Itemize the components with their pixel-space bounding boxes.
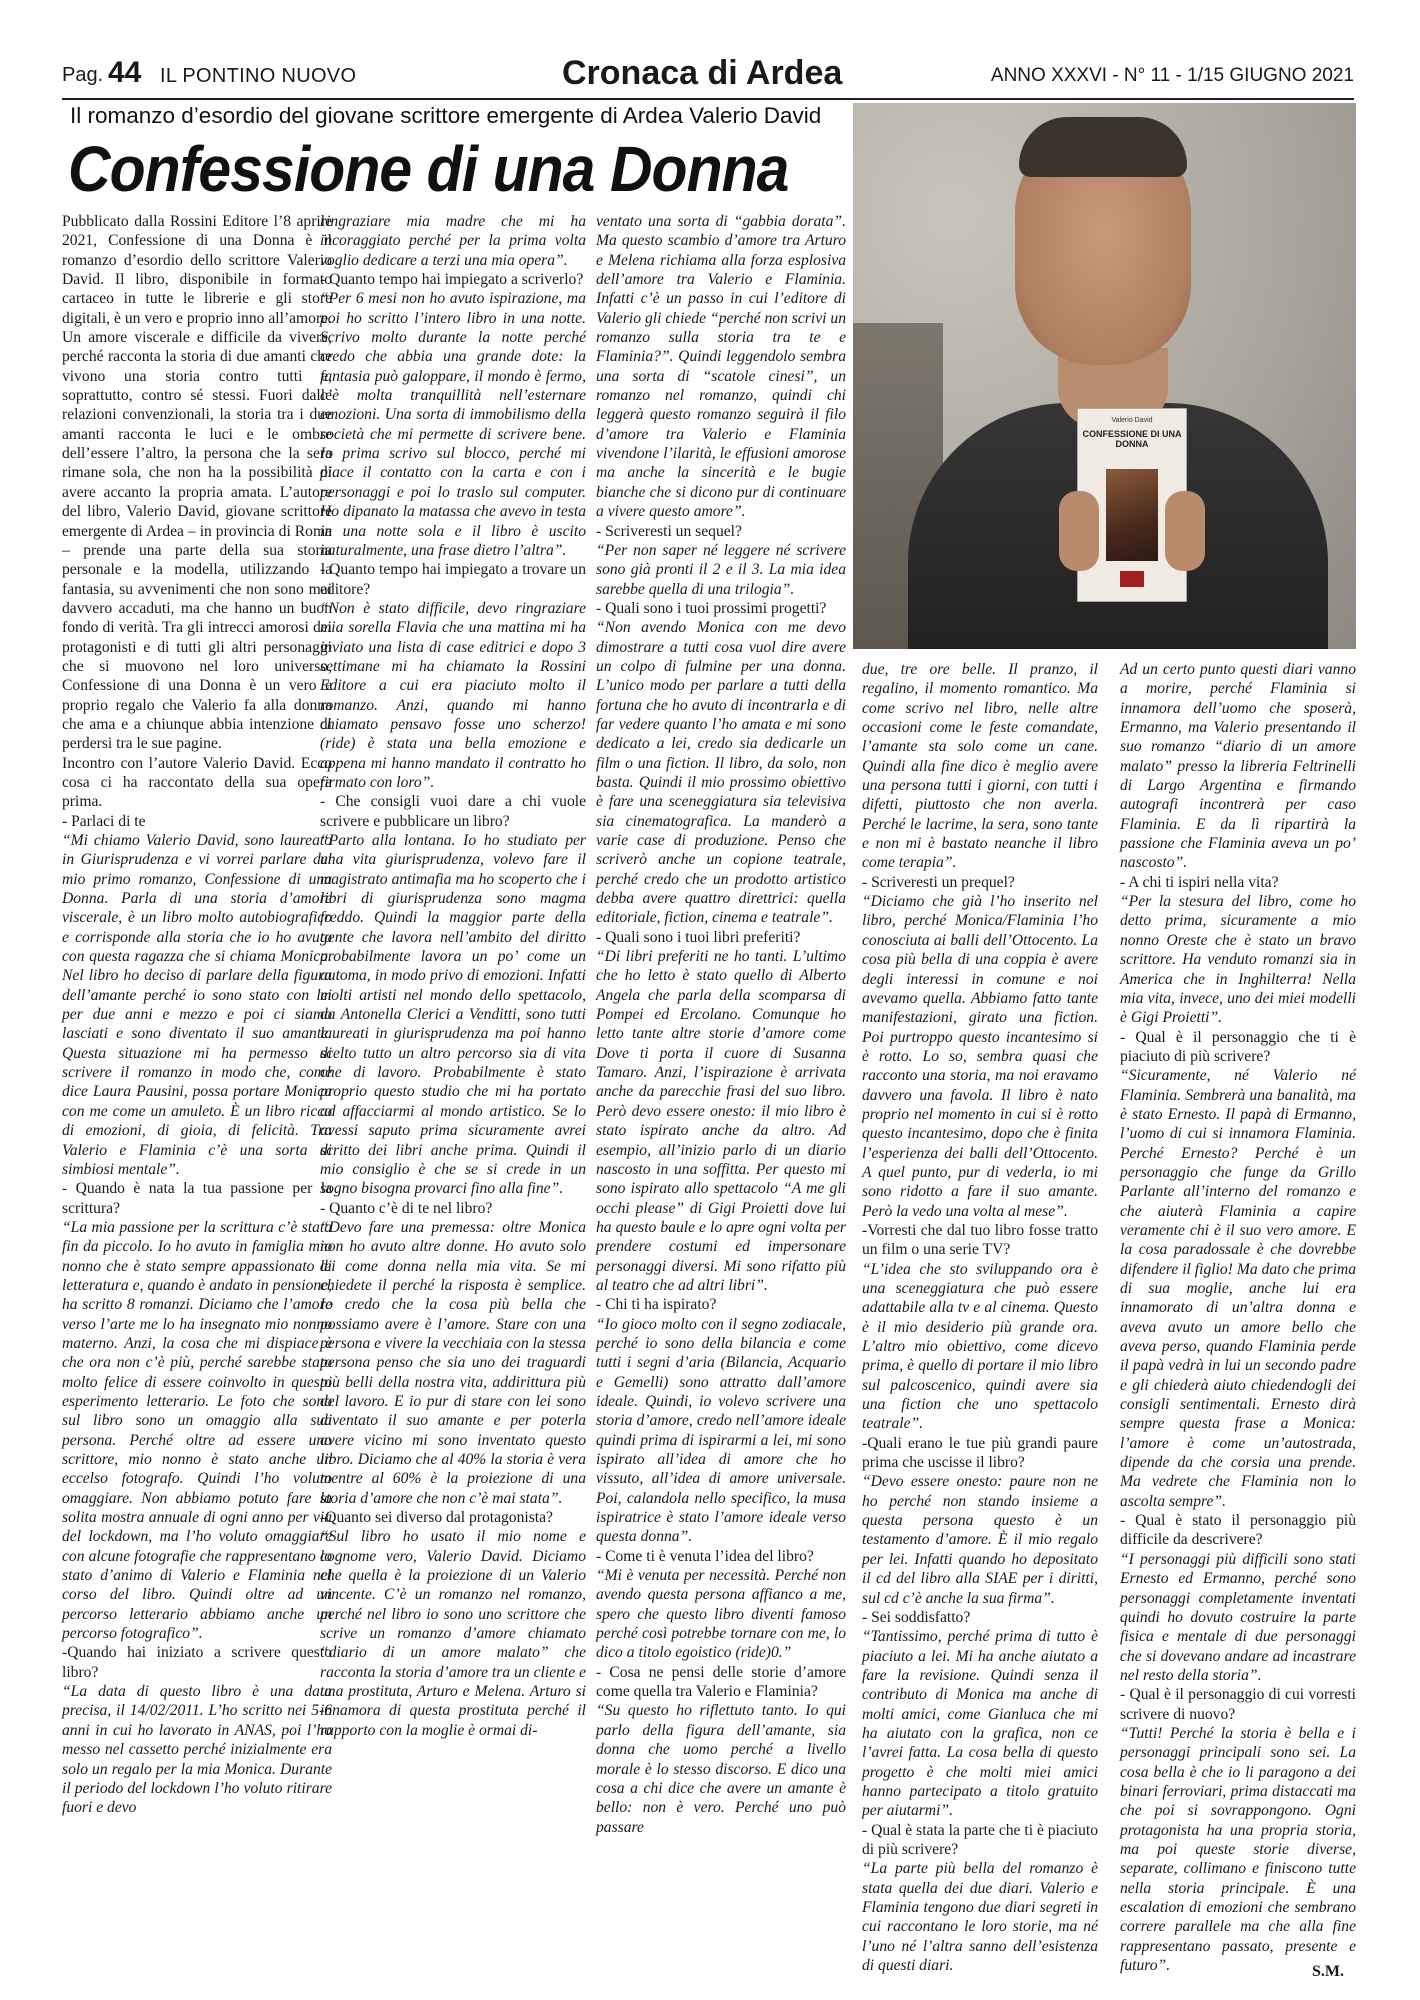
answer-paragraph: “Devo essere onesto: paure non ne ho perché non stando insieme a questa persona questo è un testamento d’amore. È il mio regalo per lei. Infatti quando ho depositato il cd del libro alla SIAE per i diritti, sul cd c’è anche la sua firma”.: [862, 1473, 1098, 1607]
question-paragraph: - Quanto c’è di te nel libro?: [320, 1199, 493, 1217]
answer-paragraph: “Per la stesura del libro, come ho detto prima, sicuramente a mio nonno Oreste che è stato un bravo scrittore. Ha venduto romanzi sia in America che in Inghilterra! Nella mia vita, invece, uno dei miei modelli è Gigi Proietti”.: [1120, 893, 1356, 1027]
answer-paragraph: “La data di questo libro è una data precisa, il 14/02/2011. L’ho scritto nei 5-6 anni in cui ho lavorato in ANAS, poi l’ho messo nel cassetto perché inizialmente era solo un regalo per la mia Monica. Durante il periodo del lockdown l’ho voluto ritirare fuori e devo: [62, 1683, 332, 1817]
question-paragraph: - Che consigli vuoi dare a chi vuole scrivere e pubblicare un libro?: [320, 793, 586, 830]
answer-paragraph: “Mi chiamo Valerio David, sono laureato in Giurisprudenza e vi vorrei parlare del mio primo romanzo, Confessione di una Donna. Parla di una storia d’amore viscerale, è un libro molto autobiografico e corrisponde alla storia che io ho avuto con questa ragazza che si chiama Monica. Nel libro ho deciso di parlare della figura dell’amante perché io sono stato con lei per due anni e mezzo e poi ci siamo lasciati e sono diventato il suo amante. Questa situazione mi ha permesso di scrivere il romanzo in modo che, come dice Laura Pausini, possa portare Monica con me come un amuleto. È un libro ricco di emozioni, di gioia, di felicità. Tra Valerio e Flaminia c’è una sorta di simbiosi mentale”.: [62, 832, 332, 1178]
author-signature: S.M.: [1312, 1963, 1344, 1980]
article-column-4: [862, 660, 1098, 1975]
question-paragraph: - Cosa ne pensi delle storie d’amore come quella tra Valerio e Flaminia?: [596, 1663, 846, 1701]
article-kicker: Il romanzo d’esordio del giovane scrittore emergente di Ardea Valerio David: [70, 103, 822, 128]
answer-paragraph: “Per non saper né leggere né scrivere sono già pronti il 2 e il 3. La mia idea sarebbe quella di una trilogia”.: [596, 541, 846, 598]
answer-paragraph: “Mi è venuta per necessità. Perché non avendo questa persona affianco a me, spero che questo libro diventi famoso perché così potrebbe tornare con me, lo dico a titolo egoistico (ride)0.”: [596, 1567, 846, 1662]
answer-paragraph: “Non è stato difficile, devo ringraziare mia sorella Flavia che una mattina mi ha inviato una lista di case editrici e dopo 3 settimane mi ha chiamato la Rossini Editore a cui era piaciuto molto il romanzo. Anzi, quando mi hanno chiamato pensavo fosse uno scherzo! (ride) è stata una bella emozione e appena mi hanno mandato il contratto ho firmato con loro”.: [320, 599, 586, 791]
answer-paragraph: “Per 6 mesi non ho avuto ispirazione, ma poi ho scritto l’intero libro in una notte. Scrivo molto durante la notte perché credo che abbia una grande dote: la fantasia può galoppare, il mondo è fermo, c’è molta tranquillità nell’esternare emozioni. Una sorta di immobilismo della società che mi permette di scrivere bene. Io prima scrivo sul blocco, perché mi piace il contatto con la carta e con i personaggi e poi lo traslo sul computer. Ho dipanato la matassa che avevo in testa in una notte sola e il libro è uscito naturalmente, una frase dietro l’altra”.: [320, 290, 586, 559]
answer-paragraph: “Parto alla lontana. Io ho studiato per una vita giurisprudenza, volevo fare il magistrato antimafia ma ho scoperto che i libri di giurisprudenza sono magma freddo. Quindi la maggior parte della gente che lavora nell’ambito del diritto probabilmente lavora un po’ come un automa, in modo privo di emozioni. Infatti molti artisti nel mondo dello spettacolo, da Antonella Clerici a Venditti, sono tutti laureati in giurisprudenza ma poi hanno scelto tutto un altro percorso sia di vita che di lavoro. Probabilmente è stato proprio questo studio che mi ha portato ad affacciarmi al mondo artistico. Se lo avessi saputo prima sicuramente avrei scritto dei libri anche prima. Quindi il mio consiglio è che se si crede in un sogno bisogna provarci fino alla fine”.: [320, 832, 586, 1198]
book-cover-author: Valerio David: [1111, 417, 1153, 424]
author-left-hand: [1059, 491, 1099, 571]
question-paragraph: -Quando hai iniziato a scrivere questo libro?: [62, 1644, 332, 1681]
answer-paragraph: due, tre ore belle. Il pranzo, il regalino, il momento romantico. Ma come scrivo nel libro, nelle altre occasioni come le feste comandate, l’amante sta solo come un cane. Quindi alla fine dico è meglio avere una persona tutti i giorni, con tutti i difetti, piuttosto che non averla. Perché le lacrime, la sera, sono tante e non mi è bastato neanche il libro come terapia”.: [862, 661, 1098, 872]
book-cover-image: [1106, 469, 1158, 561]
question-paragraph: - Scriveresti un sequel?: [596, 522, 742, 540]
question-paragraph: - Quando è nata la tua passione per la scrittura?: [62, 1180, 332, 1217]
answer-paragraph: “L’idea che sto sviluppando ora è una sceneggiatura che può essere adattabile alla tv e al cinema. Questo è il mio desiderio più grande ora. L’altro mio obiettivo, come dicevo prima, è quello di portare il mio libro sul palcoscenico, quindi avere sia una fiction che uno spettacolo teatrale”.: [862, 1260, 1098, 1433]
page-header: [62, 54, 1354, 100]
article-headline: Confessione di una Donna: [68, 133, 789, 205]
answer-paragraph: “Non avendo Monica con me devo dimostrare a tutti cosa vuol dire avere un colpo di fulmine per una donna. L’unico modo per parlare a tutti della fortuna che ho avuto di incontrarla e di far vedere quanto l’ho amata e mi sono dedicato a lei, credo sia dedicarle un film o una fiction. Il libro, da solo, non basta. Quindi il mio prossimo obiettivo è fare una sceneggiatura sia televisiva sia cinematografica. La manderò a varie case di produzione. Penso che scriverò anche un copione teatrale, perché credo che un prodotto artistico debba avere quattro direttrici: quella editoriale, fiction, cinema e teatrale”.: [596, 619, 846, 927]
book-cover-title: CONFESSIONE DI UNA DONNA: [1082, 429, 1182, 449]
question-paragraph: - A chi ti ispiri nella vita?: [1120, 873, 1279, 891]
question-paragraph: - Quanto tempo hai impiegato a trovare un editore?: [320, 561, 586, 598]
answer-paragraph: “Devo fare una premessa: oltre Monica non ho avuto altre donne. Ho avuto solo lei come donna nella mia vita. Se mi chiedete il perché la risposta è semplice. Io credo che la cosa più bella che possiamo avere è l’amore. Stare con una persona e vivere la vecchiaia con la stessa persona penso che sia uno dei traguardi più belli della nostra vita, addirittura più del lavoro. E io pur di stare con lei sono diventato il suo amante e per poterla avere vicino mi sono inventato questo libro. Diciamo che al 40% la storia è vera mentre al 60% è la proiezione di una storia d’amore che non c’è mai stata”.: [320, 1218, 586, 1507]
question-paragraph: Incontro con l’autore Valerio David. Ecco cosa ci ha raccontato della sua opera prima.: [62, 754, 332, 811]
newspaper-name: IL PONTINO NUOVO: [160, 65, 357, 87]
question-paragraph: -Quanto sei diverso dal protagonista?: [320, 1509, 553, 1527]
article-column-5: [1120, 660, 1356, 1975]
issue-info: ANNO XXXVI - N° 11 - 1/15 GIUGNO 2021: [990, 65, 1354, 86]
question-paragraph: - Scriveresti un prequel?: [862, 873, 1015, 891]
answer-paragraph: “I personaggi più difficili sono stati Ernesto ed Ermanno, perché sono personaggi completamente inventati quindi ho dovuto costruire la parte fisica e mentale di due personaggi che si dovevano andare ad incastrare nel resto della storia”.: [1120, 1550, 1356, 1684]
answer-paragraph: “La parte più bella del romanzo è stata quella dei due diari. Valerio e Flaminia tengono due diari segreti in cui raccontano le loro storie, ma né l’uno né l’altra sanno dell’esistenza di questi diari.: [862, 1860, 1098, 1975]
publisher-logo-icon: [1120, 571, 1144, 587]
question-paragraph: - Qual è il personaggio di cui vorresti scrivere di nuovo?: [1120, 1686, 1356, 1723]
page-number: 44: [108, 56, 142, 89]
answer-paragraph: Ad un certo punto questi diari vanno a morire, perché Flaminia si innamora dell’uomo che sposerà, Ermanno, ma Valerio presentando il suo romanzo “diario di un amore malato” presso la libreria Feltrinelli di Largo Argentina e firmando autografi incontrerà per caso Flaminia. E da lì ripartirà la passione che Flaminia aveva un po’ nascosto”.: [1120, 661, 1356, 872]
answer-paragraph: “Sicuramente, né Valerio né Flaminia. Sembrerà una banalità, ma è stato Ernesto. Il papà di Ermanno, l’uomo di cui si innamora Flaminia. Perché Ernesto? Perché è un personaggio che funge da Grillo Parlante all’interno del romanzo e che aiuterà Flaminia a capire veramente chi è il suo vero amore. E la cosa paradossale è che dovrebbe difendere il figlio! Ma dato che prima di sua moglie, anche lui era innamorato di un’altra donna e aveva avuto un amore bello che aveva perso, quando Flaminia perde il papà vedrà in lui un secondo padre e gli chiederà aiuto chiedendogli dei consigli sentimentali. Ernesto dirà sempre questa frase a Monica: l’amore è come un’autostrada, dipende da che corsia una prende. Ma vedrete che Flaminia non lo ascolta sempre”.: [1120, 1067, 1356, 1510]
question-paragraph: - Qual è stata la parte che ti è piaciuto di più scrivere?: [862, 1821, 1098, 1858]
answer-paragraph: “Io gioco molto con il segno zodiacale, perché io sono della bilancia e come tutti i segni d’aria (Bilancia, Acquario e Gemelli) sono attratto dall’amore ideale. Quindi, io volevo scrivere una storia d’amore, credo nell’amore ideale quindi prima di ispirarmi a lei, mi sono ispirato all’idea di amore che ho vissuto, all’idea di amore universale. Poi, calandola nello specifico, la musa ispiratrice è stato l’amore ideale verso questa donna”.: [596, 1315, 846, 1546]
article-column-3: [596, 212, 846, 1837]
answer-paragraph: ringraziare mia madre che mi ha incoraggiato perché per la prima volta voglio dedicare a terzi una mia opera”.: [320, 213, 586, 269]
question-paragraph: - Quali sono i tuoi libri preferiti?: [596, 928, 801, 946]
question-paragraph: - Chi ti ha ispirato?: [596, 1296, 717, 1314]
answer-paragraph: “Su questo ho riflettuto tanto. Io qui parlo della figura dell’amante, sia donna che uomo perché a livello morale è lo stesso discorso. E dico una cosa a chi dice che avere un amante è bello: non è vero. Perché uno può passare: [596, 1702, 846, 1836]
question-paragraph: - Parlaci di te: [62, 812, 146, 830]
question-paragraph: - Quanto tempo hai impiegato a scriverlo?: [320, 271, 584, 289]
author-hair: [1019, 117, 1187, 177]
answer-paragraph: “Tutti! Perché la storia è bella e i personaggi principali sono sei. La cosa bella è che io li paragono a dei binari ferroviari, prima distaccati ma che poi si sovrappongono. Ogni protagonista ha una propria storia, ma poi queste storie diverse, separate, collimano e finiscono tutte nella storia principale. È una escalation di emozioni che sembrano correre parallele ma che alla fine rappresentano passato, presente e futuro”.: [1120, 1724, 1356, 1975]
question-paragraph: Pubblicato dalla Rossini Editore l’8 aprile 2021, Confessione di una Donna è il romanzo d’esordio dello scrittore Valerio David. Il libro, disponibile in formato cartaceo in tutte le librerie e gli store digitali, è un vero e proprio inno all’amore. Un amore viscerale e difficile da vivere, perché racconta la storia di due amanti che vivono una storia contro tutti e, soprattutto, contro sé stessi. Fuori dalle relazioni convenzionali, la storia tra i due amanti racconta le luci e le ombre dell’essere l’altro, la persona che la sera rimane sola, che non ha la possibilità di avere accanto la propria amata. L’autore del libro, Valerio David, giovane scrittore emergente di Ardea – in provincia di Roma – prende una parte della sua storia personale e la modella, utilizzando la fantasia, su avvenimenti che non sono mai davvero accaduti, ma che hanno un buon fondo di verità. Tra gli intrecci amorosi dei protagonisti e di tutti gli altri personaggi che si muovono nel loro universo, Confessione di una Donna è un vero e proprio regalo che Valerio fa alla donna che ama e a chiunque abbia intenzione di perdersi tra le sue pagine.: [62, 213, 332, 753]
question-paragraph: - Qual è stato il personaggio più difficile da descrivere?: [1120, 1512, 1356, 1549]
author-right-hand: [1165, 491, 1205, 571]
question-paragraph: - Come ti è venuta l’idea del libro?: [596, 1547, 814, 1565]
question-paragraph: -Vorresti che dal tuo libro fosse tratto un film o una serie TV?: [862, 1221, 1098, 1259]
answer-paragraph: “Tantissimo, perché prima di tutto è piaciuto a lei. Mi ha anche aiutato a fare la revisione. Quindi senza il contributo di Monica ma anche di molti amici, come Gianluca che mi ha aiutato con la grafica, non ce l’avrei fatta. La cosa bella di questo progetto è che molti miei amici hanno partecipato a titolo gratuito per aiutarmi”.: [862, 1628, 1098, 1820]
article-column-2: [320, 212, 586, 1740]
section-title: Cronaca di Ardea: [562, 54, 843, 92]
question-paragraph: - Quali sono i tuoi prossimi progetti?: [596, 599, 827, 617]
question-paragraph: - Qual è il personaggio che ti è piaciuto di più scrivere?: [1120, 1028, 1356, 1065]
article-column-1: [62, 212, 332, 1818]
answer-paragraph: “Sul libro ho usato il mio nome e cognome vero, Valerio David. Diciamo che quella è la proiezione di un Valerio vincente. C’è un romanzo nel romanzo, perché nel libro io sono uno scrittore che scrive un romanzo d’amore chiamato “diario di un amore malato” che racconta la storia d’amore tra un cliente e una prostituta, Arturo e Melena. Arturo si innamora di questa prostituta perché il rapporto con la moglie è ormai di-: [320, 1528, 586, 1739]
page-label: Pag.: [62, 64, 104, 86]
question-paragraph: - Sei soddisfatto?: [862, 1608, 971, 1626]
author-photo: [853, 103, 1356, 649]
answer-paragraph: “Di libri preferiti ne ho tanti. L’ultimo che ho letto è stato quello di Alberto Angela che parla della scomparsa di Pompei ed Ercolano. Comunque ho letto tante altre storie d’amore come Dove ti porta il cuore di Susanna Tamaro. Anzi, l’ispirazione è arrivata anche da parecchie frasi del suo libro. Però devo essere onesto: il mio libro è stato ispirato anche da altro. Ad esempio, all’inizio parlo di un diario nascosto in una soffitta. Per questo mi sono ispirato allo spettacolo “A me gli occhi please” di Gigi Proietti dove lui ha questo baule e lo apre ogni volta per prendere costumi ed impersonare personaggi diversi. Mi sono rifatto più al teatro che ad altri libri”.: [596, 948, 846, 1294]
answer-paragraph: “La mia passione per la scrittura c’è stata fin da piccolo. Io ho avuto in famiglia mio nonno che è stato sempre appassionato di letteratura e, quando è andato in pensione, ha scritto 8 romanzi. Diciamo che l’amore verso l’arte me lo ha insegnato mio nonno materno. Anzi, la cosa che mi dispiace è che ora non c’è più, perché sarebbe stato molto felice di essere coinvolto in questo esperimento letterario. Le foto che sono sul libro sono un omaggio alla sua persona. Perché oltre ad essere uno scrittore, mio nonno è stato anche un eccelso fotografo. Quindi l’ho voluto omaggiare. Non abbiamo potuto fare la solita mostra annuale di ogni anno per via del lockdown, ma l’ho voluto omaggiare con alcune fotografie che rappresentano lo stato d’animo di Valerio e Flaminia nel corso del libro. Quindi oltre ad un percorso letterario abbiamo anche un percorso fotografico”.: [62, 1218, 332, 1643]
answer-paragraph: “Diciamo che già l’ho inserito nel libro, perché Monica/Flaminia l’ho conosciuta ai balli dell’Ottocento. La cosa più bella di una coppia è avere degli interessi in comune e noi avevamo quella. Abbiamo fatto tante manifestazioni, girato una fiction. Poi purtroppo questo incantesimo si è rotto. Lo so, sembra quasi che racconto una storia, ma noi eravamo davvero una favola. Il libro è nato proprio nel momento in cui si è rotto questo incantesimo, dopo che è finita l’esperienza dei balli dell’Ottocento. A quel punto, pur di vederla, io mi sono ridotto a fare il suo amante. Però la vedo una volta al mese”.: [862, 893, 1098, 1220]
question-paragraph: -Quali erano le tue più grandi paure prima che uscisse il libro?: [862, 1434, 1098, 1472]
answer-paragraph: ventato una sorta di “gabbia dorata”. Ma questo scambio d’amore tra Arturo e Melena richiama alla forza esplosiva dell’amore tra Valerio e Flaminia. Infatti c’è un passo in cui l’editore di Valerio gli chiede “perché non scrivi un romanzo sulla storia tra te e Flaminia?”. Quindi leggendolo sembra una sorta di “scatole cinesi”, un romanzo nel romanzo, quindi chi leggerà questo romanzo seguirà il filo d’amore tra Valerio e Flaminia vivendone l’ilarità, le effusioni amorose ma anche la sincerità e le bugie bianche che si dicono pur di continuare a vivere questo amore”.: [596, 213, 846, 521]
